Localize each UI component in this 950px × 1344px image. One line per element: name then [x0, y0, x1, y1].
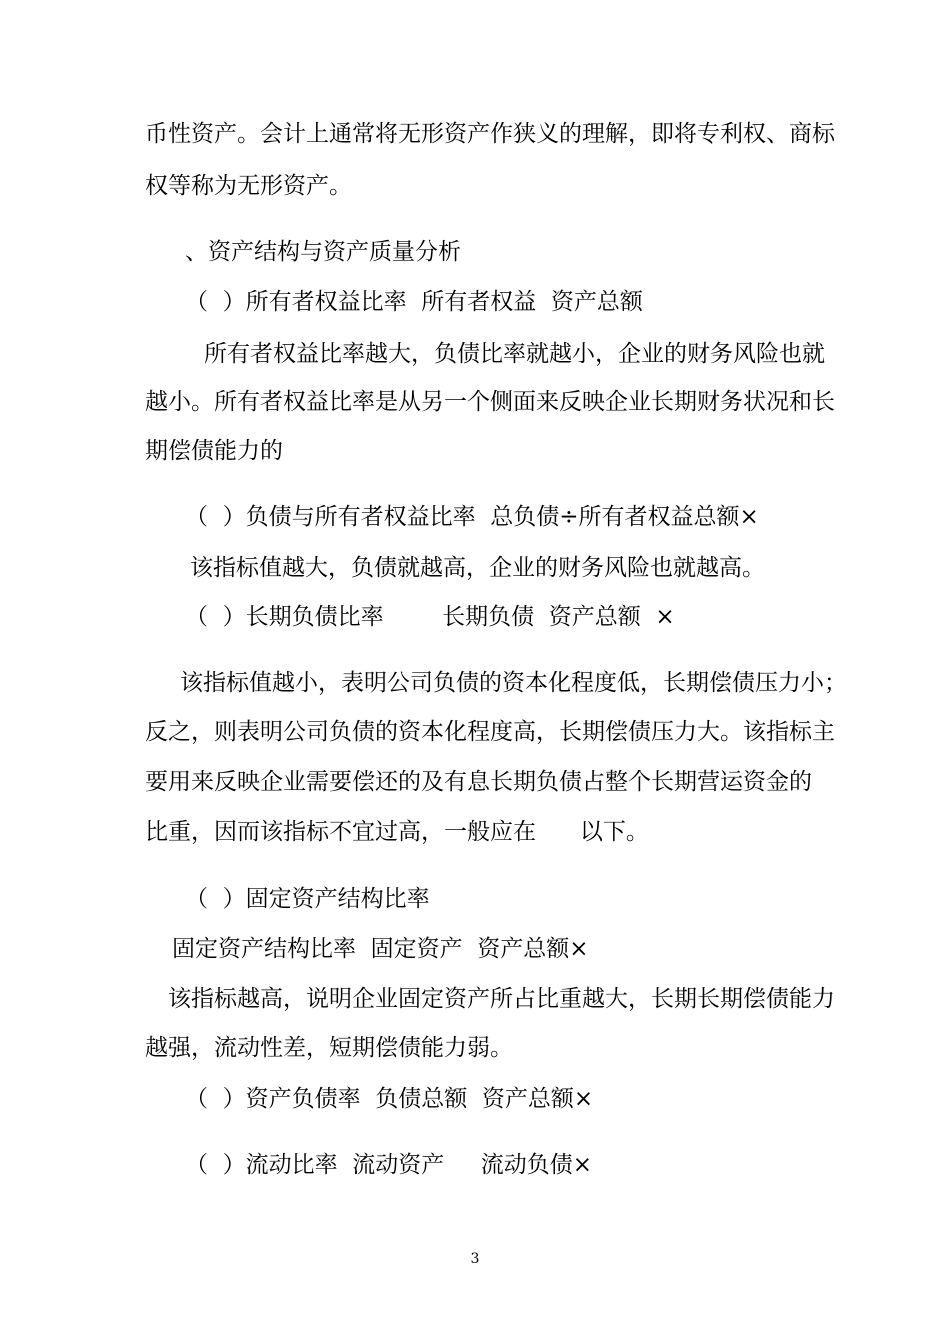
section-heading: 、资产结构与资产质量分析	[185, 239, 461, 265]
formula-line: （ ）资产负债率 负债总额 资产总额×	[185, 1086, 594, 1112]
paragraph-line: 币性资产。会计上通常将无形资产作狭义的理解，即将专利权、商标	[145, 121, 835, 147]
paragraph-line: 所有者权益比率越大，负债比率就越小，企业的财务风险也就	[204, 341, 825, 367]
formula-line: 固定资产结构比率 固定资产 资产总额×	[172, 936, 589, 962]
paragraph-line: 比重，因而该指标不宜过高，一般应在 以下。	[145, 819, 649, 845]
formula-line: （ ）所有者权益比率 所有者权益 资产总额	[185, 289, 643, 315]
paragraph-line: 期偿债能力的	[145, 438, 283, 464]
formula-line: （ ）流动比率 流动资产 流动负债×	[185, 1152, 593, 1178]
paragraph-line: 反之，则表明公司负债的资本化程度高，长期偿债压力大。该指标主	[145, 719, 835, 745]
paragraph-line: 该指标越高，说明企业固定资产所占比重越大，长期长期偿债能力	[168, 986, 835, 1012]
formula-line: （ ）长期负债比率 长期负债 资产总额 ×	[185, 604, 675, 630]
paragraph-line: 该指标值越小，表明公司负债的资本化程度低，长期偿债压力小；	[180, 670, 847, 696]
paragraph-line: 该指标值越大，负债就越高，企业的财务风险也就越高。	[190, 555, 765, 581]
paragraph-line: 要用来反映企业需要偿还的及有息长期负债占整个长期营运资金的	[145, 769, 812, 795]
formula-line: （ ）负债与所有者权益比率 总负债÷所有者权益总额×	[185, 504, 759, 530]
formula-line: （ ）固定资产结构比率	[185, 886, 430, 912]
paragraph-line: 权等称为无形资产。	[145, 173, 352, 199]
page-number: 3	[470, 1251, 480, 1267]
paragraph-line: 越强，流动性差，短期偿债能力弱。	[145, 1035, 513, 1061]
paragraph-line: 越小。所有者权益比率是从另一个侧面来反映企业长期财务状况和长	[145, 389, 835, 415]
